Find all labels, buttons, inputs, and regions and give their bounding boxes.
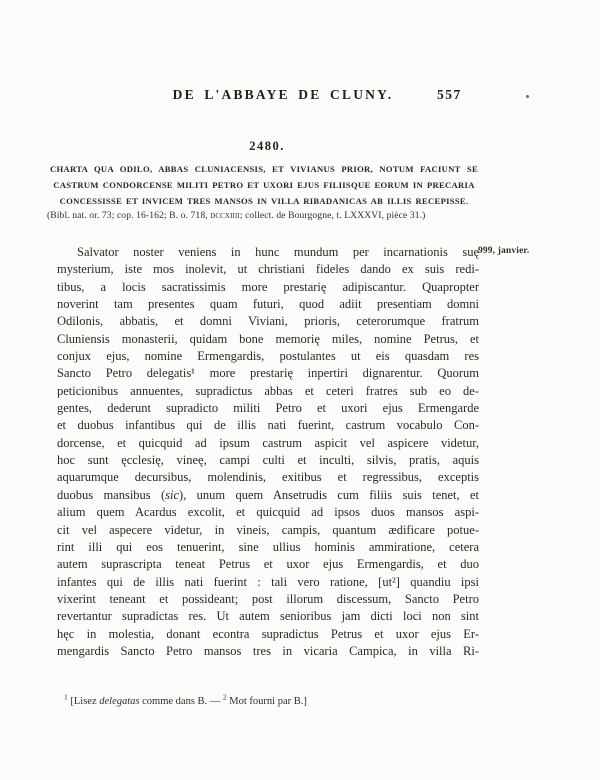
caption-line: CHARTA QUA ODILO, ABBAS CLUNIACENSIS, ET VIVIANUS PRIOR, NOTUM FACIUNT SE xyxy=(50,164,478,174)
body-line: gentes, dederunt supradicto militi Petro et uxori ejus Ermengarde xyxy=(57,401,479,416)
body-line-segment: duobus mansibus ( xyxy=(57,487,166,502)
body-line: infantes qui de illis nati fuerint : tali vero ratione, [ut²] quandiu ipsi xyxy=(57,574,479,589)
body-line: hoc sunt ęcclesię, vineę, campi culti et inculti, silvis, pratis, aquis xyxy=(57,453,479,468)
body-line: noverint tam presentes quam futuri, quod adiit presentiam domni xyxy=(57,297,479,312)
footnote-text: Mot fourni par B.] xyxy=(226,696,307,707)
body-line: peticionibus annuentes, supradictus abbas et ceteri fratres sub eo de- xyxy=(57,383,479,398)
footnote-text: [Lisez xyxy=(67,696,100,707)
body-line-segment: ), unum quem Ansetrudis cum filiis suis tenet, et xyxy=(179,487,479,502)
footnote xyxy=(64,692,307,707)
body-line: mengardis Sancto Petro mansos tres in vicaria Campica, in villa Ri- xyxy=(57,643,479,658)
body-line: mysterium, iste mos inolevit, ut christiani fideles dando ex suis redi- xyxy=(57,262,479,277)
page-number: 557 xyxy=(437,87,462,102)
body-line: Sancto Petro delegatis¹ more prestarię inpertiri dignarentur. Quorum xyxy=(57,366,479,381)
caption-line: CASTRUM CONDORCENSE MILITI PETRO ET UXORI EJUS FILIISQUE EORUM IN PRECARIA xyxy=(53,180,475,191)
body-line: tibus, a locis sacratissimis more prestarię adipiscantur. Quapropter xyxy=(57,279,479,294)
body-line: Odilonis, abbatis, et domni Viviani, prioris, ceterorumque fratrum xyxy=(57,314,479,329)
body-line: vixerint teneant et possideant; post illorum discessum, Sancto Petro xyxy=(57,591,479,606)
body-line: Salvator noster veniens in hunc mundum per incarnationis suę xyxy=(77,245,479,259)
body-line: hęc in molestia, donant econtra supradictus Petrus et uxor ejus Er- xyxy=(57,626,479,641)
body-line: autem suprascripta teneat Petrus et uxor ejus Ermengardis, et duo xyxy=(57,557,479,572)
footnote-marker: 1 xyxy=(64,692,68,702)
charter-number: 2480. xyxy=(249,139,285,153)
body-line: et duobus infantibus qui de illis nati fuerint, castrum vocabulo Con- xyxy=(57,418,479,433)
caption-line: CONCESSISSE ET INVICEM TRES MANSOS IN VILLA RIBADANICAS AB ILLIS RECEPISSE. xyxy=(59,196,469,207)
body-line: cit vel aspecere videtur, in vineis, campis, quantum ædificare potue- xyxy=(57,522,479,537)
body-line: aquarumque decursibus, molendinis, exitibus et regressibus, exceptis xyxy=(57,470,479,485)
body-line: dorcense, et quicquid ad ipsum castrum aspicit vel aspicere videtur, xyxy=(57,435,479,450)
body-line: Cluniensis monasterii, quidam bone memorię miles, nomine Petrus, et xyxy=(57,331,479,346)
bibliography-post: ; collect. de Bourgogne, t. LXXXVI, pièce 31.) xyxy=(239,210,426,221)
body-line xyxy=(57,487,479,504)
body-line: revertantur supradictas res. Ut autem senioribus jam dicti loci non sint xyxy=(57,609,479,624)
body-line: conjux ejus, nomine Ermengardis, postulantes ut eis quasdam res xyxy=(57,349,479,364)
bibliography-pre: (Bibl. nat. or. 73; cop. 16-162; B. o. 718, xyxy=(47,210,211,221)
running-title: DE L'ABBAYE DE CLUNY. xyxy=(172,87,394,102)
ink-speck xyxy=(526,95,529,98)
footnote-marker: 2 xyxy=(222,692,227,702)
body-line: alium quem Acardus excolit, et quicquid ad ipsos duos mansos aspi- xyxy=(57,505,479,520)
charter-body-text xyxy=(57,244,479,660)
margin-date-note: 999, janvier. xyxy=(478,246,530,256)
bibliography-note xyxy=(47,210,492,221)
bibliography-roman-numeral: dccxiiii xyxy=(210,210,240,221)
charter-caption xyxy=(50,161,478,210)
sic-italic: sic xyxy=(165,487,180,502)
body-line: rint illi qui eos tenuerint, sine ullius hominis ammiratione, cetera xyxy=(57,539,479,554)
footnote-text: comme dans B. — xyxy=(139,696,223,707)
footnote-italic: delegatas xyxy=(99,696,140,707)
